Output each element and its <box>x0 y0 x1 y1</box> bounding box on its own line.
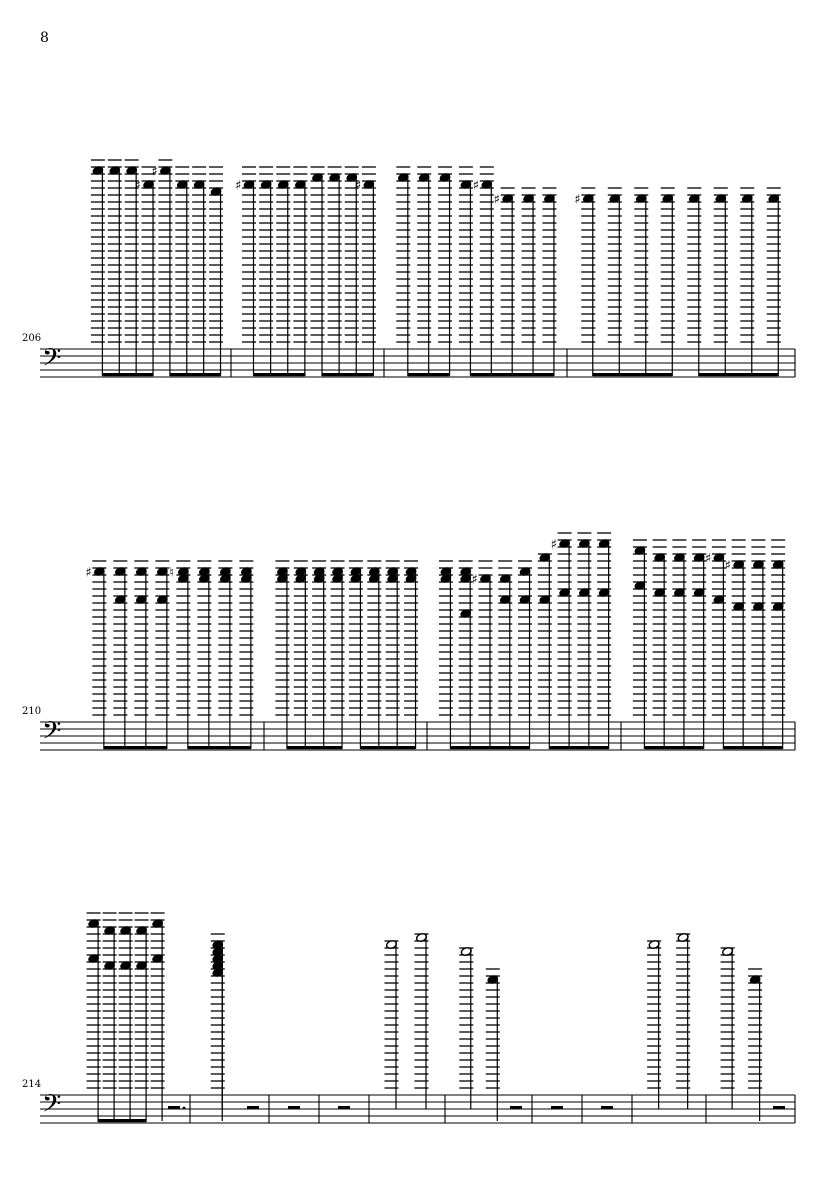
beam <box>644 746 703 749</box>
half-rest <box>247 1106 259 1110</box>
sharp-icon: ♯ <box>151 164 158 180</box>
measure-number: 206 <box>22 333 42 344</box>
beam <box>98 1119 146 1122</box>
measure-number: 210 <box>22 706 42 717</box>
half-rest <box>168 1106 180 1110</box>
beam <box>188 746 251 749</box>
beam <box>102 373 153 376</box>
sharp-icon: ♯ <box>134 178 141 194</box>
beam <box>723 746 782 749</box>
rest-dot <box>183 1107 186 1110</box>
sharp-icon: ♯ <box>574 192 581 208</box>
half-rest <box>551 1106 563 1110</box>
half-rest <box>338 1106 350 1110</box>
beam <box>104 746 167 749</box>
sharp-icon: ♯ <box>472 178 480 194</box>
bass-clef-icon: 𝄢 <box>42 343 62 379</box>
beam <box>253 373 304 376</box>
sharp-icon: ♯ <box>471 572 478 588</box>
sharp-icon: ♯ <box>550 537 557 553</box>
beam <box>699 373 779 376</box>
sharp-icon: ♯ <box>85 565 92 581</box>
sharp-icon: ♯ <box>724 558 731 574</box>
half-rest <box>601 1106 613 1110</box>
beam <box>170 373 221 376</box>
half-rest <box>510 1106 522 1110</box>
beam <box>287 746 342 749</box>
natural-icon: ♮ <box>169 565 175 581</box>
page-number: 8 <box>40 30 49 46</box>
beam <box>593 373 673 376</box>
measure-number: 214 <box>22 1079 42 1090</box>
bass-clef-icon: 𝄢 <box>42 1089 62 1125</box>
sharp-icon: ♯ <box>234 178 242 194</box>
beam <box>470 373 554 376</box>
sharp-icon: ♯ <box>354 178 362 194</box>
beam <box>408 373 450 376</box>
beam <box>322 373 373 376</box>
sharp-icon: ♯ <box>493 192 500 208</box>
bass-clef-icon: 𝄢 <box>42 716 62 752</box>
beam <box>549 746 608 749</box>
beam <box>360 746 415 749</box>
beam <box>450 746 529 749</box>
sharp-icon: ♯ <box>704 551 712 567</box>
half-rest <box>288 1106 300 1110</box>
half-rest <box>773 1106 785 1110</box>
